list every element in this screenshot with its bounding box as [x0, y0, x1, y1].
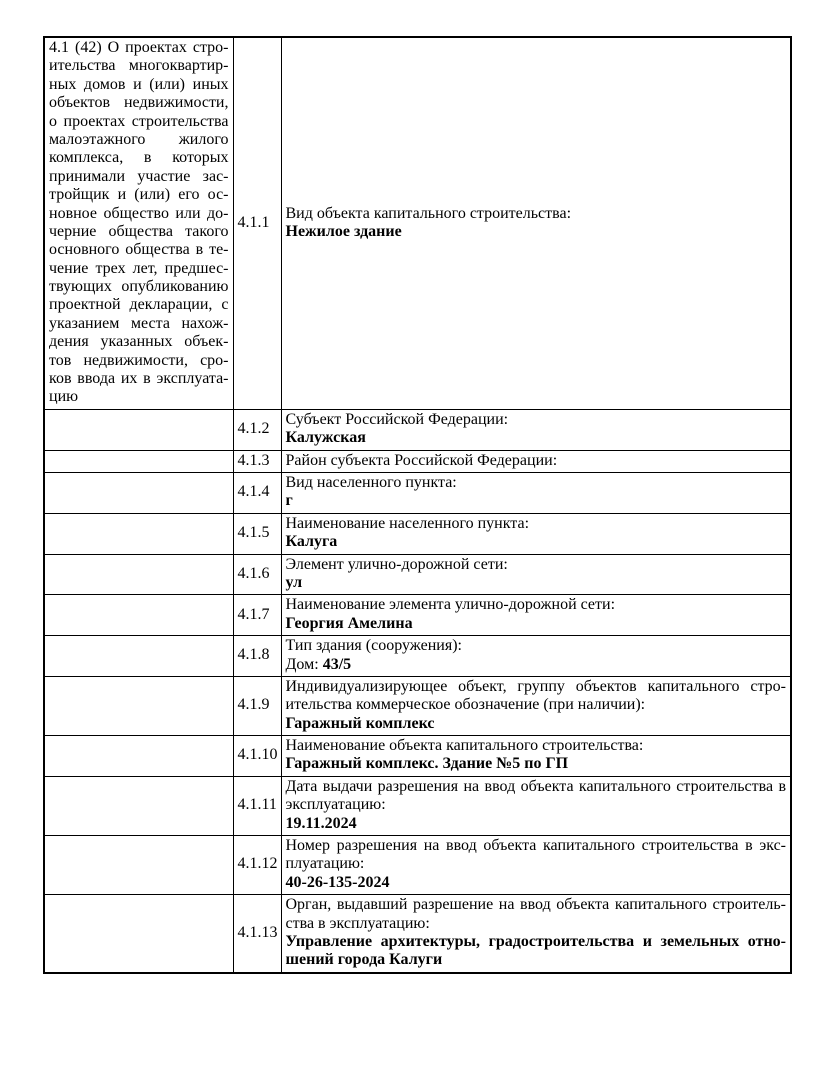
- row-number: 4.1.10: [233, 736, 281, 777]
- row-content-cell: [281, 736, 791, 777]
- section-description-cell: [44, 472, 233, 513]
- table-row: [44, 472, 791, 513]
- table-row: [44, 450, 791, 472]
- table-row: [44, 595, 791, 636]
- section-description-cell: [44, 595, 233, 636]
- field-label: Район субъекта Российской Федерации:: [285, 451, 558, 469]
- field-value: Управление архитектуры, градостроительства и земельных отношений города Калуги: [285, 932, 786, 969]
- row-content-cell: [281, 37, 791, 409]
- row-content-cell: [281, 595, 791, 636]
- section-description-cell: [44, 450, 233, 472]
- row-content-cell: [281, 895, 791, 973]
- table-row: [44, 836, 791, 895]
- field-value: г: [285, 492, 293, 510]
- row-number: 4.1.3: [233, 450, 281, 472]
- table-row: [44, 554, 791, 595]
- row-content-cell: [281, 676, 791, 735]
- section-description-cell: [44, 895, 233, 973]
- field-label: Дата выдачи разрешения на ввод объекта капитального строительства в эксплуатацию:: [285, 777, 786, 814]
- field-value: 43/5: [322, 655, 352, 673]
- field-value: Нежилое здание: [285, 222, 402, 240]
- row-number: 4.1.9: [233, 676, 281, 735]
- field-label: Номер разрешения на ввод объекта капитального строительства в эксплуатацию:: [285, 837, 786, 873]
- section-description-cell: [44, 636, 233, 677]
- section-description-cell: [44, 736, 233, 777]
- field-label: Индивидуализирующее объект, группу объектов капитального строительства коммерческое обозначение (при наличии):: [285, 677, 786, 714]
- row-number: 4.1.4: [233, 472, 281, 513]
- row-content-cell: [281, 836, 791, 895]
- project-declaration-table: [43, 36, 792, 974]
- section-description-cell: 4.1 (42) О проектах строительства многоквартирных домов и (или) иных объектов недвижимости, о проектах строительства малоэтажного жилого комплекса, в которых принимали участие застройщик и (или) его основное общество или дочерние общества такого основного общества в течение трех лет, предшествующих опубликованию проектной декларации, с указанием места нахождения указанных объектов недвижимости, сроков ввода их в эксплуатацию: [44, 37, 233, 409]
- field-label: Наименование элемента улично-дорожной сети:: [285, 596, 616, 614]
- row-number: 4.1.5: [233, 513, 281, 554]
- field-label: Наименование объекта капитального строительства:: [285, 737, 644, 755]
- row-content-cell: [281, 513, 791, 554]
- section-description-cell: [44, 409, 233, 450]
- field-value: Калуга: [285, 533, 338, 551]
- section-description-cell: [44, 836, 233, 895]
- field-label: Субъект Российской Федерации:: [285, 410, 509, 428]
- section-description-cell: [44, 554, 233, 595]
- field-label: Орган, выдавший разрешение на ввод объекта капитального строительства в эксплуатацию:: [285, 896, 786, 932]
- field-value: ул: [285, 573, 303, 591]
- row-number: 4.1.12: [233, 836, 281, 895]
- row-number: 4.1.8: [233, 636, 281, 677]
- row-number: 4.1.2: [233, 409, 281, 450]
- field-label: Вид объекта капитального строительства:: [285, 204, 572, 222]
- table-row: [44, 895, 791, 973]
- field-value: Калужская: [285, 429, 366, 447]
- table-row: [44, 676, 791, 735]
- row-content-cell: [281, 554, 791, 595]
- table-row: [44, 513, 791, 554]
- row-content-cell: [281, 636, 791, 677]
- field-value: Гаражный комплекс: [285, 714, 435, 732]
- field-value: Гаражный комплекс. Здание №5 по ГП: [285, 755, 569, 773]
- section-description-cell: [44, 513, 233, 554]
- row-content-cell: [281, 450, 791, 472]
- field-value: 40-26-135-2024: [285, 873, 390, 891]
- field-value: 19.11.2024: [285, 814, 357, 832]
- row-content-cell: [281, 409, 791, 450]
- section-description-cell: [44, 776, 233, 835]
- field-value-line: [286, 656, 787, 674]
- row-content-cell: [281, 472, 791, 513]
- field-value-prefix: Дом:: [285, 655, 323, 673]
- table-row: [44, 409, 791, 450]
- row-content-cell: [281, 776, 791, 835]
- section-description-cell: [44, 676, 233, 735]
- row-number: 4.1.6: [233, 554, 281, 595]
- row-number: 4.1.11: [233, 776, 281, 835]
- field-label: Наименование населенного пункта:: [285, 514, 530, 532]
- table-row: [44, 37, 791, 409]
- table-row: [44, 736, 791, 777]
- row-number: 4.1.13: [233, 895, 281, 973]
- field-label: Вид населенного пункта:: [285, 473, 457, 491]
- row-number: 4.1.7: [233, 595, 281, 636]
- row-number: 4.1.1: [233, 37, 281, 409]
- field-label: Элемент улично-дорожной сети:: [285, 555, 508, 573]
- field-value: Георгия Амелина: [285, 614, 413, 632]
- table-row: [44, 636, 791, 677]
- table-row: [44, 776, 791, 835]
- field-label: Тип здания (сооружения):: [285, 637, 462, 655]
